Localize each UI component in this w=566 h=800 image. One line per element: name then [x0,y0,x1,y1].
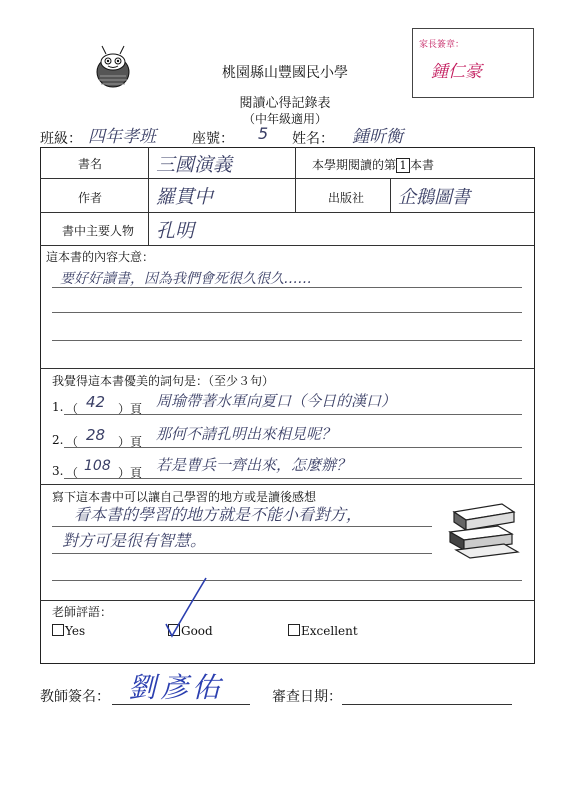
rating-good-label: Good [181,624,213,638]
author-label: 作者 [78,191,103,205]
phrase-page-close: ）頁 [118,466,143,480]
phrase-page-word: 頁 [130,466,143,480]
parent-signature-box [412,28,534,98]
books-stack-icon [442,494,522,564]
checkbox-icon[interactable] [52,624,64,636]
phrase-number: 2. [52,433,64,447]
summary-text[interactable]: 要好好讀書，因為我們會死很久很久…… [60,271,312,287]
phrase-page-value[interactable]: 28 [86,426,106,444]
rating-yes[interactable] [52,624,85,638]
name-label: 姓名： [292,131,334,147]
book-count-prefix: 本學期閱讀的第 [312,158,397,172]
phrase-page-word: 頁 [130,435,143,449]
learn-label: 寫下這本書中可以讓自己學習的地方或是讀後感想 [52,490,317,504]
phrase-page-open: （ [66,435,79,449]
phrase-page-word: 頁 [130,402,143,416]
phrase-page-open: （ [66,402,79,416]
rating-excellent-label: Excellent [301,624,358,638]
book-count-suffix: 本書 [410,158,435,172]
book-title-label: 書名 [78,157,103,171]
rating-excellent[interactable] [288,624,358,638]
learn-line-2[interactable]: 對方可是很有智慧。 [62,531,207,550]
parent-signature-label: 家長簽章： [419,40,465,50]
seat-label: 座號： [192,131,234,147]
seat-value[interactable]: 5 [258,124,269,143]
phrase-number: 1. [52,400,64,414]
phrases-label: 我覺得這本書優美的詞句是：（至少３句） [52,374,275,388]
phrase-text[interactable]: 若是曹兵一齊出來，怎麼辦？ [156,456,352,474]
phrase-page-value[interactable]: 42 [86,393,106,411]
characters-value[interactable]: 孔明 [156,220,195,242]
summary-label: 這本書的內容大意： [46,250,155,264]
author-value[interactable]: 羅貫中 [156,186,214,208]
characters-label: 書中主要人物 [62,224,135,238]
good-check-mark-icon [140,570,230,660]
phrase-page-close: ）頁 [118,402,143,416]
phrase-page-value[interactable]: 108 [84,458,111,474]
book-count-value[interactable]: 1 [396,158,410,173]
phrase-page-open: （ [66,466,79,480]
teacher-sign-label: 教師簽名： [40,689,110,705]
phrase-text[interactable]: 那何不請孔明出來相見呢？ [156,425,337,443]
parent-signature: 鍾仁豪 [431,62,482,82]
phrase-page-close: ）頁 [118,435,143,449]
publisher-value[interactable]: 企鵝圖書 [398,187,470,208]
teacher-comment-label: 老師評語： [52,605,113,619]
review-date-label: 審查日期： [272,689,342,705]
publisher-label: 出版社 [328,191,365,205]
book-count [312,156,434,173]
class-label: 班級： [40,131,82,147]
phrase-number: 3. [52,464,64,478]
name-value[interactable]: 鍾昕衡 [352,127,403,147]
learn-line-1[interactable]: 看本書的學習的地方就是不能小看對方， [74,505,363,524]
logo-mascot-icon [90,42,136,90]
checkbox-icon[interactable] [288,624,300,636]
phrase-text[interactable]: 周瑜帶著水軍向夏口（今日的漢口） [156,392,397,410]
book-title-value[interactable]: 三國演義 [156,154,233,176]
school-name: 桃園縣山豐國民小學 [222,65,348,81]
class-value[interactable]: 四年孝班 [88,127,156,147]
teacher-signature: 劉彥佑 [128,671,225,704]
form-level: （中年級適用） [242,112,327,126]
rating-yes-label: Yes [65,624,86,638]
form-title: 閱讀心得記錄表 [239,96,331,111]
